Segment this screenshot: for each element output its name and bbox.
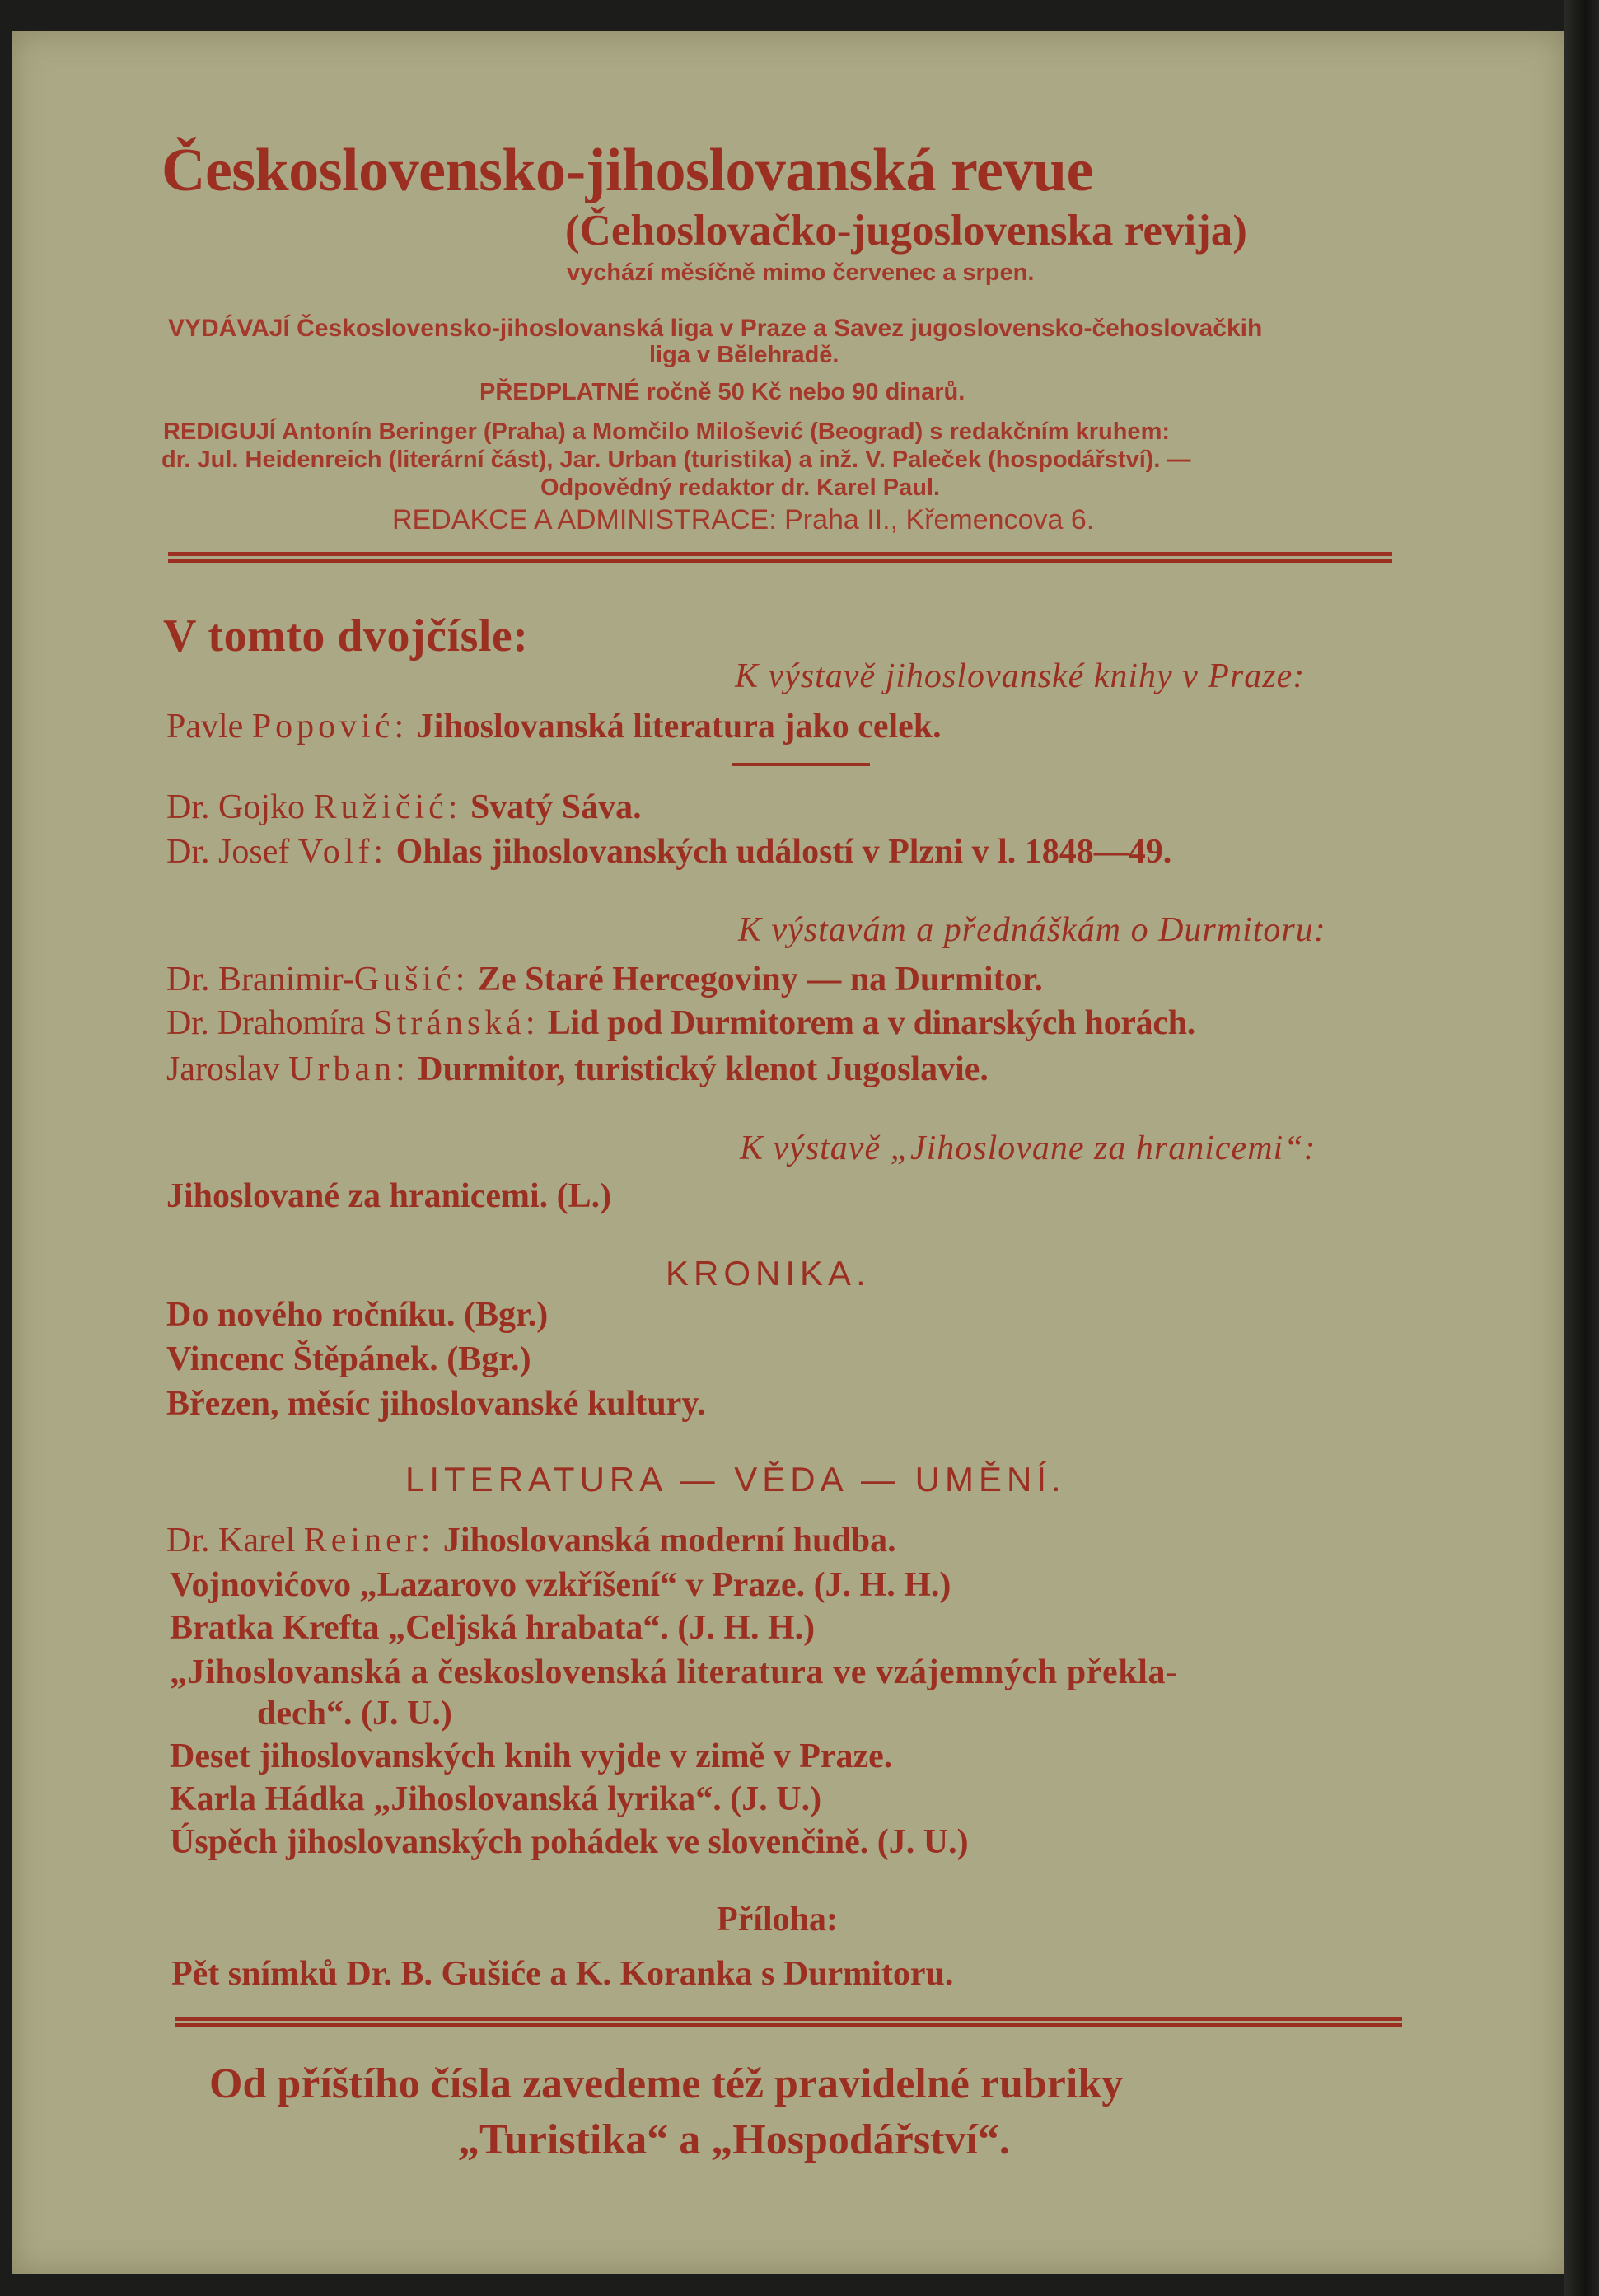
kronika-heading: KRONIKA. [666,1254,871,1293]
entry-title: Jihoslovanská moderní hudba. [442,1522,896,1560]
literatura-item: Karla Hádka „Jihoslovanská lyrika“. (J. U.) [170,1780,822,1818]
contents-entry [166,788,642,827]
frequency-note: vychází měsíčně mimo červenec a srpen. [567,260,1035,286]
literatura-heading: LITERATURA — VĚDA — UMĚNÍ. [405,1460,1066,1499]
entry-author-surname: Stránská: [373,1004,540,1042]
entry-title: Ohlas jihoslovanských událostí v Plzni v l. 1848—49. [395,833,1172,871]
short-divider [732,763,870,766]
publishers-line-2: liga v Bělehradě. [649,342,839,368]
contents-entry [166,707,942,746]
entry-author-surname: Volf: [297,833,388,871]
contents-entry [166,832,1171,872]
announcement-line-2: „Turistika“ a „Hospodářství“. [458,2116,1010,2163]
entry-author: Jaroslav [166,1050,280,1088]
literatura-item: Úspěch jihoslovanských pohádek ve slovenčině. (J. U.) [170,1823,969,1861]
priloha-item: Pět snímků Dr. B. Gušiće a K. Koranka s Durmitoru. [171,1955,954,1993]
footer-divider [175,2017,1402,2027]
journal-subtitle: (Čehoslovačko-jugoslovenska revija) [565,207,1247,255]
publishers-line-1: VYDÁVAJÍ Československo-jihoslovanská liga v Praze a Savez jugoslovensko-čehoslovačkih [168,315,1263,342]
masthead-divider [168,552,1392,563]
entry-author: Dr. Drahomíra [166,1004,366,1042]
kronika-item: Vincenc Štěpánek. (Bgr.) [166,1340,531,1378]
kronika-item: Do nového ročníku. (Bgr.) [166,1296,549,1334]
kronika-item: Březen, měsíc jihoslovanské kultury. [166,1385,706,1423]
contents-entry [166,1050,989,1089]
entry-title: Lid pod Durmitorem a v dinarských horách. [547,1004,1195,1042]
entry-title: Durmitor, turistický klenot Jugoslavie. [418,1050,989,1088]
entry-author-surname: Reiner: [303,1522,435,1560]
group3-subheading: K výstavě „Jihoslovane za hranicemi“: [740,1129,1316,1167]
literatura-item: Bratka Krefta „Celjská hrabata“. (J. H. H.) [170,1609,816,1647]
entry-author: Dr. Branimir- [166,961,354,998]
contents-heading: V tomto dvojčísle: [163,610,529,662]
editors-line-2: dr. Jul. Heidenreich (literární část), Jar. Urban (turistika) a inž. V. Paleček (hospodářství). — [161,447,1191,473]
subscription-note: PŘEDPLATNÉ ročně 50 Kč nebo 90 dinarů. [479,379,965,405]
entry-title: Svatý Sáva. [470,788,642,826]
priloha-heading: Příloha: [717,1901,838,1938]
entry-author-surname: Gušić: [353,961,470,998]
editors-line-1: REDIGUJÍ Antonín Beringer (Praha) a Momčilo Milošević (Beograd) s redakčním kruhem: [163,419,1171,445]
entry-author-surname: Urban: [288,1050,409,1088]
entry-author-surname: Ružičić: [313,788,462,826]
literatura-entry [166,1521,896,1560]
entry-author-surname: Popović: [251,708,409,746]
contents-entry [166,1003,1195,1043]
announcement-line-1: Od příštího čísla zavedeme též pravidelné rubriky [209,2060,1124,2107]
contents-entry: Jihoslované za hranicemi. (L.) [166,1177,612,1215]
editors-line-3: Odpovědný redaktor dr. Karel Paul. [540,475,941,501]
entry-title: Ze Staré Hercegoviny — na Durmitor. [477,961,1043,998]
address-line: REDAKCE A ADMINISTRACE: Praha II., Křemencova 6. [392,504,1095,535]
entry-author: Dr. Karel [166,1522,296,1560]
entry-author: Dr. Gojko [166,788,305,826]
book-spine [1564,0,1599,2296]
literatura-item: Vojnovićovo „Lazarovo vzkříšení“ v Praze. (J. H. H.) [170,1566,951,1604]
literatura-item: „Jihoslovanská a československá literatura ve vzájemných překla- [170,1653,1178,1691]
entry-author: Pavle [166,708,244,746]
contents-entry [166,960,1043,999]
literatura-item-continued: dech“. (J. U.) [257,1695,452,1733]
journal-title: Československo-jihoslovanská revue [161,137,1093,204]
literatura-item: Deset jihoslovanských knih vyjde v zimě v Praze. [170,1737,893,1775]
group1-subheading: K výstavě jihoslovanské knihy v Praze: [735,657,1306,695]
group2-subheading: K výstavám a přednáškám o Durmitoru: [738,911,1326,949]
entry-title: Jihoslovanská literatura jako celek. [416,708,942,746]
entry-author: Dr. Josef [166,833,290,871]
